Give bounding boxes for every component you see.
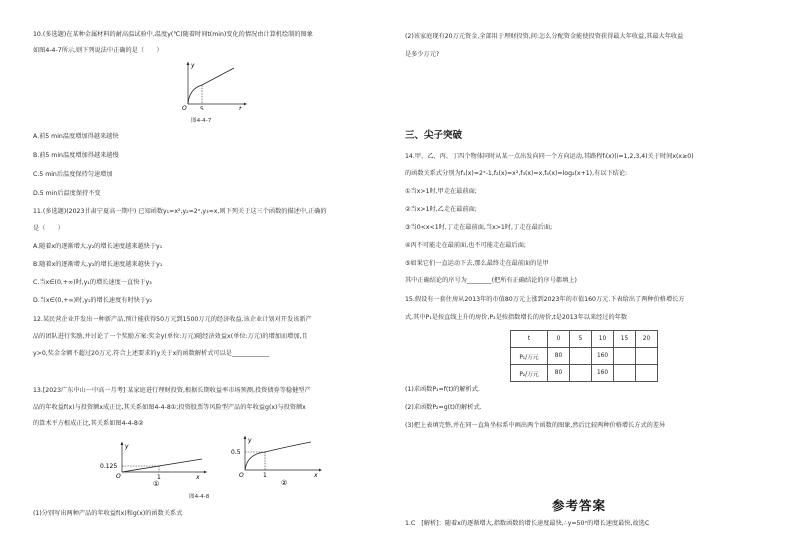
fig1-tick-5: 5 [200, 106, 204, 110]
table-cell [636, 365, 658, 382]
table-cell: 80 [548, 348, 570, 365]
q15-sub1: (1)求函数P₁=f(t)的解析式. [405, 386, 480, 393]
q15-sub2: (2)求函数P₂=g(t)的解析式. [405, 404, 482, 411]
q10-line1: 10.(多选题)在某种金属材料的耐高温试验中,温度y(℃)随着时间t(min)变化的情况由计算机绘制的图象 [33, 31, 313, 38]
q12-line1: 12.某民营企业开发出一种新产品,预计能获得50万元到1500万元的经济收益.该企业计划对开发该新产 [33, 316, 312, 323]
table-cell [614, 348, 636, 365]
table-cell: 80 [548, 365, 570, 382]
table-cell: 160 [592, 365, 614, 382]
q11-line1: 11.(多选题)(2023甘肃宁夏高一期中) 已知函数y₁=x²,y₂=2ˣ,y₃=x,则下列关于这三个函数的描述中,正确的 [33, 208, 327, 215]
q10-option-a: A.前5 min温度增加得越来越快 [33, 133, 119, 140]
table-cell: 15 [614, 331, 636, 348]
table-row [511, 331, 658, 348]
q10-option-c: C.5 min后温度保持匀速增加 [33, 171, 113, 178]
fig1-t-label: t [239, 106, 242, 110]
q11-option-a: A.随着x的逐渐增大,y₂的增长速度越来越快于y₁ [33, 243, 163, 250]
fig-4-4-8-caption: 图4-4-8 [189, 494, 210, 500]
fig2a-y-label: y [125, 443, 129, 450]
answer-1: 1.C [解析]：随着x的逐渐增大,指数函数的增长速度最快,∴y=50ˣ的增长速度最快,故选C [405, 520, 650, 527]
q14-statement-3: ③当0<x<1时,丁走在最前面,当x>1时,丁走在最后面; [405, 224, 553, 231]
figure-4-4-7 [172, 58, 252, 110]
table-row [511, 348, 658, 365]
fig2a-tick-1: 1 [157, 474, 161, 481]
table-cell: P₂/万元 [511, 365, 548, 382]
q11-line2: 是（ ） [33, 225, 64, 232]
q15-sub3: (3)把上表填完整,并在同一直角坐标系中画出两个函数的图象,然后比较两种价格增长方式的差异 [405, 422, 666, 429]
q13-line2: 品的年收益f(x)与投资额x成正比,其关系如图4-4-8①;投资股票等风险型产品的年收益g(x)与投资额x [33, 404, 306, 411]
section-title-3: 三、尖子突破 [405, 130, 463, 141]
fig2a-x-label: x [196, 474, 200, 481]
fig2a-number: ① [153, 480, 160, 488]
fig2a-origin: O [116, 473, 121, 480]
fig2b-x-label: x [314, 472, 318, 479]
fig-4-4-7-caption: 图4-4-7 [191, 118, 212, 124]
table-cell: 160 [592, 348, 614, 365]
q13-line1: 13.[2023广东中山一中高一月考] 某家庭进行理财投资,根据长期收益率市场预测,投资债券等稳健型产 [33, 387, 311, 394]
fig1-y-label: y [191, 62, 195, 69]
table-cell: 20 [636, 331, 658, 348]
q11-option-b: B.随着x的逐渐增大,y₂的增长速度越来越快于y₁ [33, 261, 163, 268]
table-row [511, 365, 658, 382]
q14-statement-1: ①当x>1时,甲走在最前面; [405, 188, 477, 195]
q13-sub2-line2: 是多少万元? [405, 51, 440, 58]
answers-title: 参考答案 [552, 498, 607, 513]
q10-option-b: B.前5 min温度增加得越来越慢 [33, 152, 119, 159]
fig2b-y-label: y [248, 437, 252, 444]
q10-line2: 如图4-4-7所示,则下列说法中正确的是（ ） [33, 47, 163, 54]
q10-option-d: D.5 min后温度保持不变 [33, 190, 101, 197]
fig2b-origin: O [239, 472, 244, 479]
table-cell [614, 365, 636, 382]
q15-line2: 式,其中P₁是按直线上升的房价,P₂是按指数增长的房价,t是2013年以来经过的年数 [405, 314, 628, 321]
q12-line2: 品的团队进行奖励,并讨论了一个奖励方案:奖金y(单位:万元)随经济效益x(单位:万元)的增加而增加,且 [33, 333, 308, 340]
fig2a-value-label: 0.125 [100, 463, 118, 470]
fig2b-number: ② [281, 479, 288, 487]
q14-statement-4: ④丙不可能走在最前面,也不可能走在最后面; [405, 242, 526, 249]
q13-sub1: (1)分别写出两种产品的年收益f(x)和g(x)的函数关系式 [33, 510, 183, 517]
q11-option-d: D.当x∈(0,+∞)时,y₁的增长速度有时快于y₂ [33, 297, 153, 304]
q15-line1: 15.假设有一套住房从2013年的市值80万元上涨到2023年的市值160万元.下表给出了两种价格增长方 [405, 296, 685, 303]
table-cell [636, 348, 658, 365]
q14-tail: 其中正确结论的序号为________(把所有正确结论的序号都填上) [405, 277, 577, 284]
table-cell: 5 [570, 331, 592, 348]
fig1-origin: O [182, 105, 187, 110]
fig2b-value-label: 0.5 [231, 449, 241, 456]
table-cell [570, 348, 592, 365]
q13-line3: 的算术平方根成正比,其关系如图4-4-8② [33, 420, 144, 427]
q14-statement-5: ⑤如果它们一直运动下去,那么最终走在最前面的是甲 [405, 260, 549, 267]
table-cell: 10 [592, 331, 614, 348]
figure-4-4-8-1 [98, 438, 213, 488]
q14-line1: 14.甲、乙、丙、丁四个物体同时从某一点出发向同一个方向运动,其路程fᵢ(x)(i=1,2,3,4)关于时间x(x≥0) [405, 153, 694, 160]
q14-line2: 的函数关系式分别为f₁(x)=2ˣ-1,f₂(x)=x²,f₃(x)=x,f₄(x)=log₂(x+1),有以下结论: [405, 170, 628, 177]
table-cell: 0 [548, 331, 570, 348]
figure-4-4-8-2 [225, 432, 325, 488]
fig2b-tick-1: 1 [263, 472, 267, 479]
table-cell: P₁/万元 [511, 348, 548, 365]
q12-line3: y>0,奖金金额不超过20万元.符合上述要求的y关于x的函数解析式可以是____________ [33, 350, 270, 357]
table-cell: t [511, 331, 548, 348]
q13-sub2-line1: (2)该家庭现有20万元资金,全部用于理财投资,问:怎么分配资金能使投资获得最大年收益,其最大年收益 [405, 33, 684, 40]
table-cell [570, 365, 592, 382]
q15-price-table [510, 330, 658, 382]
q11-option-c: C.当x∈(0,+∞)时,y₁的增长速度一直快于y₃ [33, 279, 152, 286]
q14-statement-2: ②当x>1时,乙走在最前面; [405, 206, 477, 213]
